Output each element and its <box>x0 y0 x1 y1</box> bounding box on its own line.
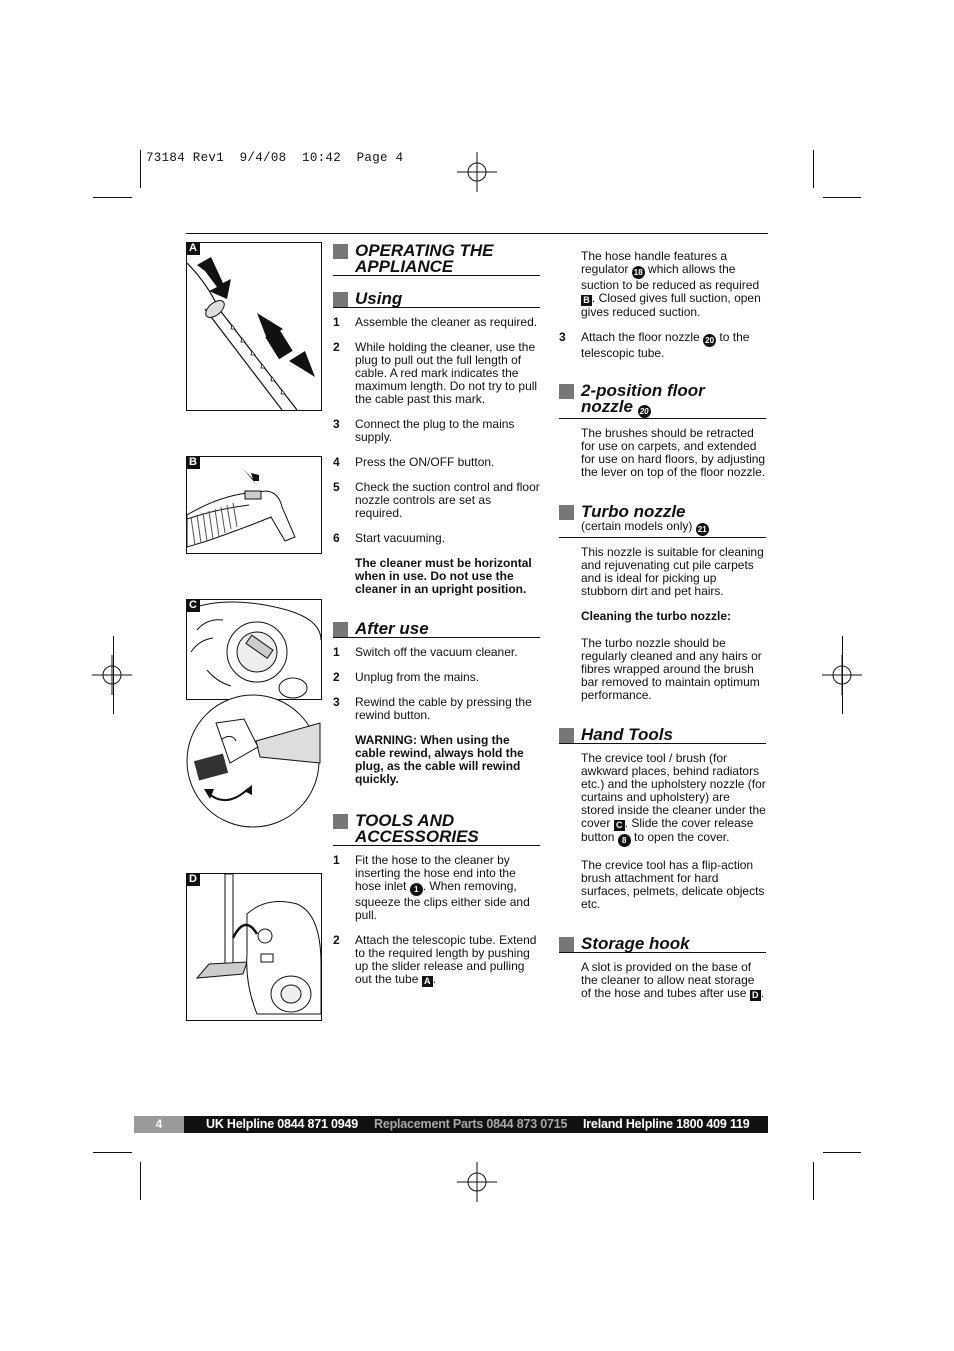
crop-mark <box>823 197 861 198</box>
crop-mark <box>93 1152 132 1153</box>
using-warning: The cleaner must be horizontal when in use. Do not use the cleaner in an upright position. <box>355 556 532 596</box>
crop-mark <box>842 636 843 714</box>
ref-floor-nozzle: 20 <box>638 405 651 418</box>
section-heading-using: Using <box>333 288 540 308</box>
using-step-5: 5 Check the suction control and floor nozzle controls are set as required. <box>333 480 540 520</box>
floor-nozzle-text: The brushes should be retracted for use on carpets, and extended for use on hard floors, by adjusting the lever on top of the floor nozzle. <box>581 426 766 479</box>
section-heading-turbo: Turbo nozzle (certain models only) 21 <box>559 501 766 538</box>
crevice-tool-brush-icon <box>186 693 321 829</box>
section-heading-storage-hook: Storage hook <box>559 933 766 953</box>
turbo-text: This nozzle is suitable for cleaning and rejuvenating cut pile carpets and is ideal for picking up stubborn dirt and pet hairs. <box>581 545 764 598</box>
crop-mark <box>823 1152 861 1153</box>
using-step-4: 4 Press the ON/OFF button. <box>333 455 495 469</box>
figure-d-storage-hook <box>186 873 322 1021</box>
column-right <box>559 250 766 1013</box>
ref-hose-inlet: 1 <box>410 883 423 896</box>
section-heading-floor-nozzle: 2-position floor nozzle 20 <box>559 380 766 419</box>
figure-a-telescopic-tube <box>186 242 322 411</box>
section-heading-tools: TOOLS AND ACCESSORIES <box>333 810 540 846</box>
figure-label-a: A <box>186 242 200 255</box>
using-step-3: 3 Connect the plug to the mains supply. <box>333 417 515 444</box>
crop-mark <box>113 636 114 714</box>
ref-figure-a: A <box>422 976 433 987</box>
ref-cover-release: 8 <box>618 834 631 847</box>
storage-hook-text: A slot is provided on the base of the cleaner to allow neat storage of the hose and tubes after use D . <box>581 960 765 1000</box>
print-slug: 73184 Rev1 9/4/08 10:42 Page 4 <box>146 151 404 165</box>
ref-figure-c: C <box>614 820 625 831</box>
figure-c-tool-storage <box>186 599 322 700</box>
step-3-floor-nozzle: 3 Attach the floor nozzle 20 to the telescopic tube. <box>559 330 750 360</box>
section-heading-after-use: After use <box>333 618 540 638</box>
ref-turbo-nozzle: 21 <box>696 523 709 536</box>
section-heading-hand-tools: Hand Tools <box>559 724 766 744</box>
figure-label-c: C <box>186 599 200 612</box>
ireland-helpline: Ireland Helpline 1800 409 119 <box>583 1117 750 1131</box>
crevice-tool-text: The crevice tool has a flip-action brush attachment for hard surfaces, pelmets, delicate objects etc. <box>581 858 765 911</box>
crop-mark <box>813 1162 814 1200</box>
figure-label-d: D <box>186 873 200 886</box>
top-rule <box>186 233 768 234</box>
ref-regulator: 18 <box>632 266 645 279</box>
tools-step-2: 2 Attach the telescopic tube. Extend to the required length by pushing up the slider release and pulling out the tube A . <box>333 933 537 986</box>
after-step-2: 2 Unplug from the mains. <box>333 670 480 684</box>
crop-mark <box>140 150 141 188</box>
section-heading-operating: OPERATING THE APPLIANCE <box>333 240 540 276</box>
ref-floor-nozzle: 20 <box>703 334 716 347</box>
crop-mark <box>140 1162 141 1200</box>
turbo-clean-text: The turbo nozzle should be regularly cleaned and any hairs or fibres wrapped around the brush bar removed to maintain optimum performance. <box>581 636 762 702</box>
page-number: 4 <box>134 1116 184 1133</box>
ref-figure-b: B <box>581 295 592 306</box>
hand-tools-text: The crevice tool / brush (for awkward places, behind radiators etc.) and the upholstery nozzle (for curtains and upholstery) are stored inside the cleaner under the cover C . Slide the cover release button 8 to open the cover. <box>581 751 766 845</box>
tools-step-1: 1 Fit the hose to the cleaner by inserting the hose end into the hose inlet 1 . When removing, squeeze the clips either side and pull. <box>333 853 530 922</box>
registration-mark-icon <box>457 1162 497 1202</box>
crop-mark <box>813 150 814 188</box>
replacement-parts: Replacement Parts 0844 873 0715 <box>374 1117 568 1131</box>
using-step-1: 1 Assemble the cleaner as required. <box>333 315 538 329</box>
figure-label-b: B <box>186 456 200 469</box>
turbo-clean-heading: Cleaning the turbo nozzle: <box>581 609 731 623</box>
registration-mark-icon <box>92 655 132 695</box>
after-step-3: 3 Rewind the cable by pressing the rewind button. <box>333 695 532 722</box>
ref-figure-d: D <box>750 990 761 1001</box>
registration-mark-icon <box>457 152 497 192</box>
using-step-6: 6 Start vacuuming. <box>333 531 446 545</box>
helpline-footer <box>134 1116 768 1133</box>
after-step-1: 1 Switch off the vacuum cleaner. <box>333 645 518 659</box>
figure-b-hose-handle <box>186 456 322 554</box>
crop-mark <box>93 197 132 198</box>
uk-helpline: UK Helpline 0844 871 0949 <box>206 1117 359 1131</box>
using-step-2: 2 While holding the cleaner, use the plug to pull out the full length of cable. A red mark indicates the maximum length. Do not try to pull the cable past this mark. <box>333 340 538 406</box>
hose-handle-text: The hose handle features a regulator 18 which allows the suction to be reduced as required B . Closed gives full suction, open gives reduced suction. <box>581 249 761 319</box>
column-left <box>333 240 540 999</box>
rewind-warning: WARNING: When using the cable rewind, always hold the plug, as the cable will rewind quickly. <box>355 733 524 786</box>
